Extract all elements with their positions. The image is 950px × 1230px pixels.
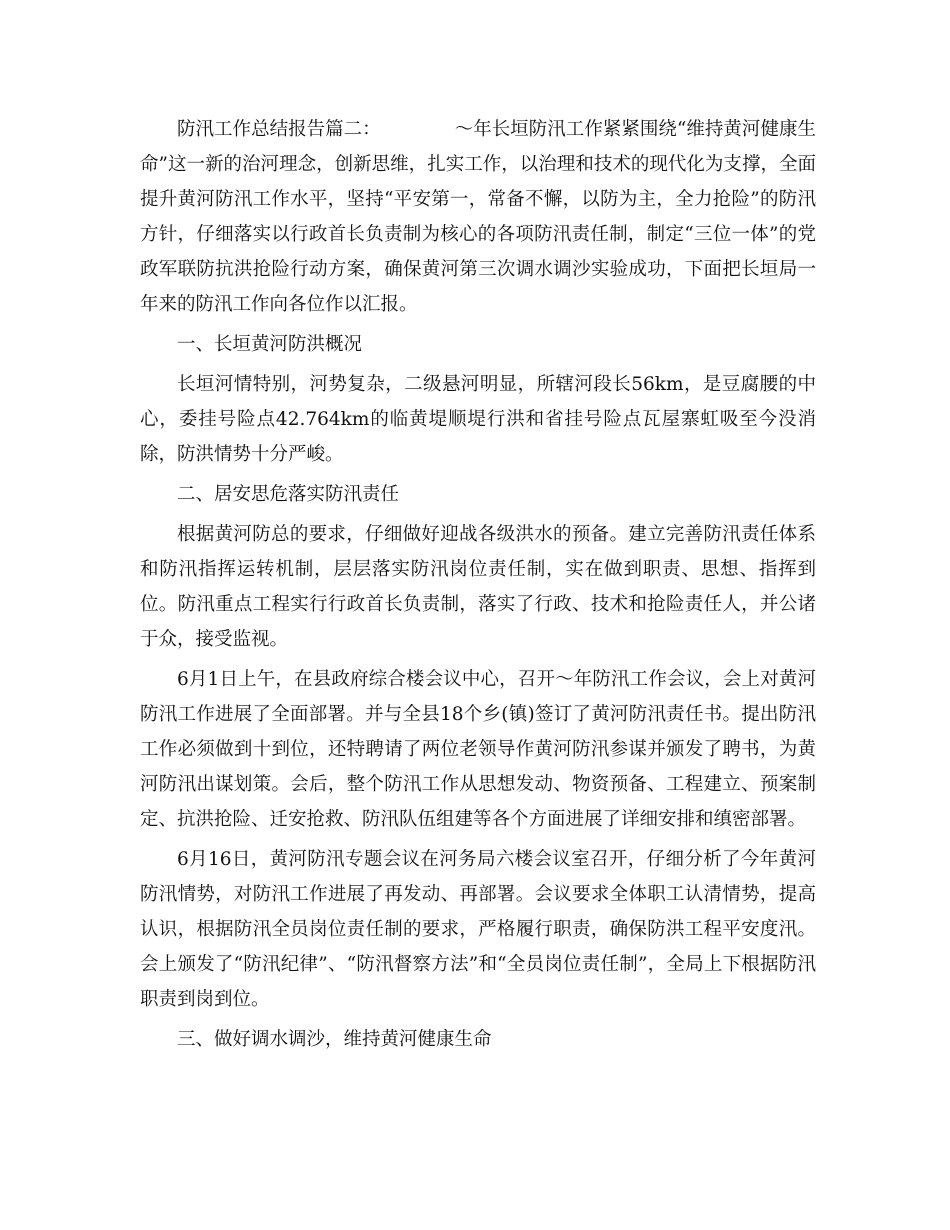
- section-heading-3: 三、做好调水调沙，维持黄河健康生命: [177, 1029, 492, 1050]
- paragraph-intro-text: ～年长垣防汛工作紧紧围绕“维持黄河健康生命”这一新的治河理念，创新思维，扎实工作，以治理和技术的现代化为支撑，全面提升黄河防汛工作水平，坚持“平安第一，常备不懈，以防为主，全力抢险”的防汛方针，仔细落实以行政首长负责制为核心的各项防汛责任制，制定“三位一体”的党政军联防抗洪抢险行动方案，确保黄河第三次调水调沙实验成功，下面把长垣局一年来的防汛工作向各位作以汇报。: [140, 119, 816, 315]
- paragraph-june-16-meeting: 6月16日，黄河防汛专题会议在河务局六楼会议室召开，仔细分析了今年黄河防汛情势，对防汛工作进展了再发动、再部署。会议要求全体职工认清情势，提高认识，根据防汛全员岗位责任制的要求，严格履行职责，确保防洪工程平安度汛。会上颁发了“防汛纪律”、“防汛督察方法”和“全员岗位责任制”，全局上下根据防汛职责到岗到位。: [140, 849, 816, 1010]
- paragraph-intro-lead: 防汛工作总结报告篇二：: [177, 119, 381, 140]
- paragraph-june-1-meeting: 6月1日上午，在县政府综合楼会议中心，召开～年防汛工作会议，会上对黄河防汛工作进展了全面部署。并与全县18个乡(镇)签订了黄河防汛责任书。提出防汛工作必须做到十到位，还特聘请了两位老领导作黄河防汛参谋并颁发了聘书，为黄河防汛出谋划策。会后，整个防汛工作从思想发动、物资预备、工程建立、预案制定、抗洪抢险、迁安抢救、防汛队伍组建等各个方面进展了详细安排和缜密部署。: [140, 669, 816, 830]
- document-body: [140, 112, 816, 1062]
- paragraph-overview: 长垣河情特别，河势复杂，二级悬河明显，所辖河段长56km，是豆腐腰的中心，委挂号险点42.764km的临黄堤顺堤行洪和省挂号险点瓦屋寨虹吸至今没消除，防洪情势十分严峻。: [140, 374, 816, 465]
- section-heading-2: 二、居安思危落实防汛责任: [177, 484, 400, 505]
- paragraph-responsibility: 根据黄河防总的要求，仔细做好迎战各级洪水的预备。建立完善防汛责任体系和防汛指挥运转机制，层层落实防汛岗位责任制，实在做到职责、思想、指挥到位。防汛重点工程实行行政首长负责制，落实了行政、技术和抢险责任人，并公诸于众，接受监视。: [140, 524, 816, 650]
- section-heading-1: 一、长垣黄河防洪概况: [177, 334, 363, 355]
- paragraph-intro: [140, 112, 816, 322]
